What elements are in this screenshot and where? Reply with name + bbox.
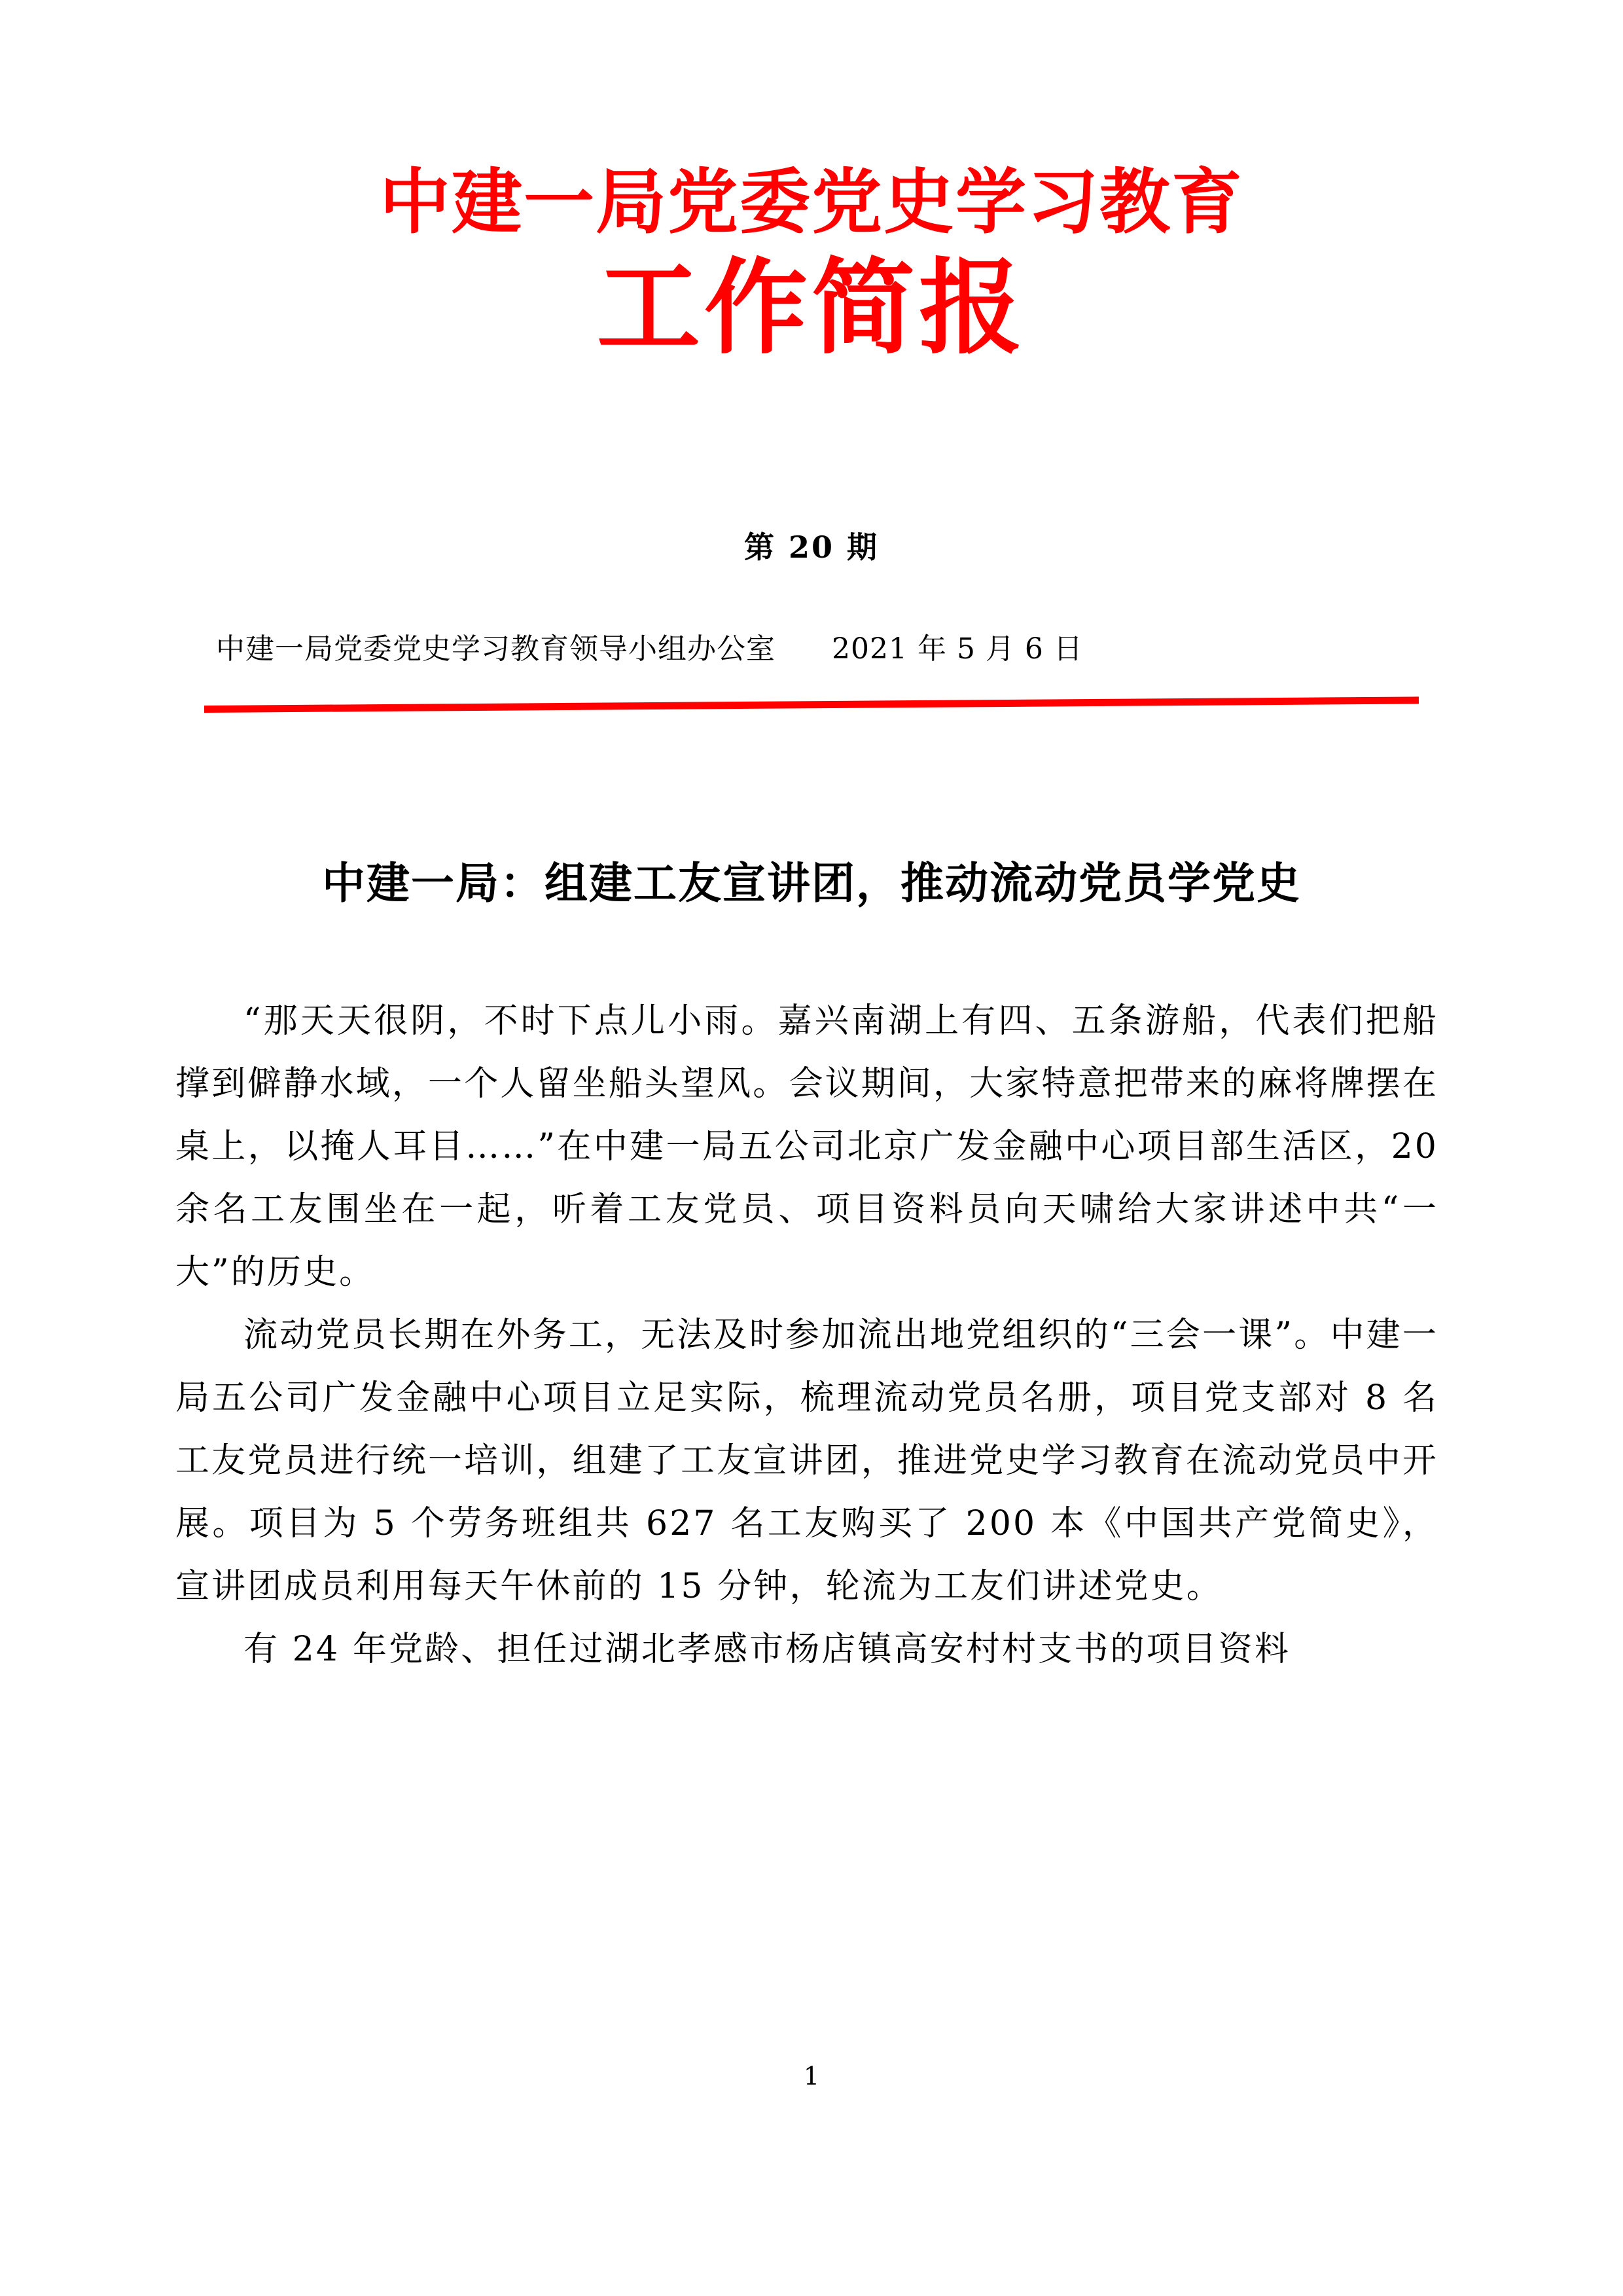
red-divider-rule: [204, 696, 1419, 713]
issue-date: 2021 年 5 月 6 日: [832, 632, 1083, 666]
issue-number: 第 20 期: [743, 529, 880, 565]
article-headline: 中建一局：组建工友宣讲团，推动流动党员学党史: [322, 858, 1301, 909]
article-body: [175, 990, 1438, 1681]
page-number: 1: [803, 2062, 820, 2090]
issuing-office: 中建一局党委党史学习教育领导小组办公室: [216, 632, 776, 666]
imprint-line: [216, 625, 1420, 667]
article-paragraph: “那天天很阴，不时下点儿小雨。嘉兴南湖上有四、五条游船，代表们把船撑到僻静水域，一个人留坐船头望风。会议期间，大家特意把带来的麻将牌摆在桌上，以掩人耳目……”在中建一局五公司北京广发金融中心项目部生活区，20 余名工友围坐在一起，听着工友党员、项目资料员向天啸给大家讲述中共“一大”的历史。: [175, 1001, 1438, 1292]
masthead: [0, 164, 1623, 368]
masthead-title-line2: 工作简报: [597, 247, 1026, 368]
masthead-title-line1: 中建一局党委党史学习教育: [379, 162, 1243, 243]
article-paragraph: 有 24 年党龄、担任过湖北孝感市杨店镇高安村村支书的项目资料: [243, 1630, 1291, 1669]
article-paragraph: 流动党员长期在外务工，无法及时参加流出地党组织的“三会一课”。中建一局五公司广发金融中心项目立足实际，梳理流动党员名册，项目党支部对 8 名工友党员进行统一培训，组建了工友宣讲团，推进党史学习教育在流动党员中开展。项目为 5 个劳务班组共 627 名工友购买了 200 本《中国共产党简史》，宣讲团成员利用每天午休前的 15 分钟，轮流为工友们讲述党史。: [175, 1316, 1438, 1606]
